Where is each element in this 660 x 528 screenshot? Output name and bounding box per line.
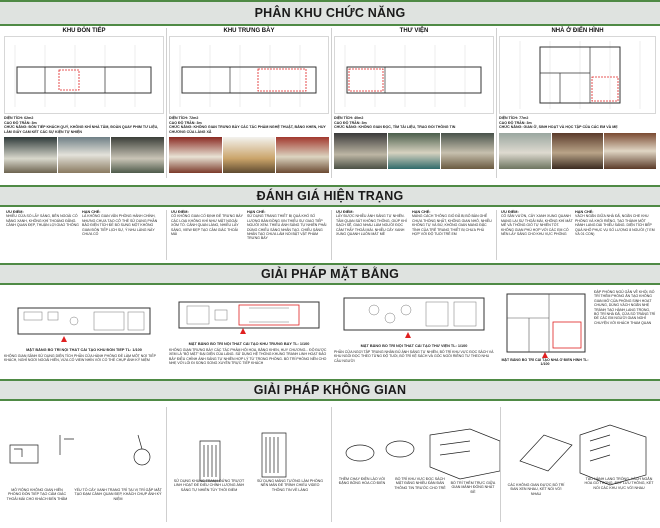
eval-text: VÁCH NGĂN GIỮA NHÀ ĐÃ, NGĂN CHE KHU PHÒNG VÀ KHỐI RIÊNG, TẠO THÀNH MỘT HÀNH LANG DÀI THIẾU SÁNG. DIỆN TÍCH BẾP QUÁ NHỎ PHỤC VỤ SỐ LƯỢNG 8 NGƯỜI (7 EM VÀ 01 CON) bbox=[575, 214, 655, 237]
solution-library bbox=[334, 288, 494, 363]
eval-con bbox=[247, 210, 327, 241]
zone-area: DIỆN TÍCH: 40m2 bbox=[334, 116, 364, 120]
zone-floorplan bbox=[499, 36, 656, 114]
zone-title: KHU ĐÓN TIẾP bbox=[62, 28, 106, 34]
label-pro: ƯU ĐIỂM: bbox=[6, 210, 24, 214]
eval-con bbox=[412, 210, 492, 236]
photo bbox=[169, 137, 222, 173]
zone-info bbox=[334, 116, 494, 130]
zone-ceiling: CAO ĐỘ TRẦN: 3m bbox=[4, 120, 37, 125]
zone-reception bbox=[4, 26, 164, 173]
sketch-note: SỬ DỤNG MÀNG TƯỜNG LÀM PHÒNG NÊN MÀN ĐỂ TRÌNH CHIẾU VIDEO THÔNG TIN VỀ LÀNG bbox=[256, 479, 324, 492]
solution-floorplan bbox=[4, 288, 164, 348]
zone-function: CHỨC NĂNG: ĐÓN TIẾP KHÁCH QUÝ, KHÔNG KHÍ NHÀ TÂM, ĐOÀN QUAY PHIM TƯ LIỆU, LÀM GIẤY CAM KẾT CÁC SỰ KIỆN TỰ NHIỆN bbox=[4, 125, 159, 134]
zone-area: DIỆN TÍCH: 62m2 bbox=[4, 116, 34, 120]
solution-floorplan bbox=[169, 288, 329, 342]
solution-floorplan bbox=[334, 288, 494, 344]
label-con: HẠN CHẾ: bbox=[575, 210, 594, 214]
photo bbox=[334, 133, 387, 169]
zone-exhibition bbox=[169, 26, 329, 173]
sketch-note: THÊM CHẠY ĐIỆN LÀO VỚI ĐẶNG BỒNG HOA CỔ ĐIỂN bbox=[338, 477, 386, 486]
section-header-current-assessment bbox=[0, 185, 660, 207]
eval-text: CÓ KHÔNG GIAN CỐ ĐỊNH ĐỂ TRƯNG BÀY CÁC LOẠI KHÔNG KHÍ NHƯ MẶT NGOÀI XÓM TỔ. CẢNH QUAN LÀNG, NHIỀU LẤY SÁNG, VIEW ĐẸP TẠO CẢM GIÁC THOẢI MÁI bbox=[171, 214, 243, 237]
zone-area: DIỆN TÍCH: 72m2 bbox=[169, 116, 199, 120]
functional-zones bbox=[0, 26, 660, 181]
photo bbox=[58, 137, 111, 173]
divider bbox=[500, 407, 501, 522]
current-assessment bbox=[0, 210, 660, 262]
floor-plan-solutions bbox=[0, 288, 660, 378]
eval-text: SỬ DỤNG TRANG THIẾT BỊ QUÁ KHỐ SỐ LƯỢNG BẢN ĐỒNG XIN THIẾU SỰ GIAO TIẾP NGƯỜI XEM. THIẾU ÁNH SÁNG TỰ NHIÊN PHẢI DÙNG CHIẾU SÁNG NHÂN TẠO. CHIẾU SÁNG NHÂN TẠO CHƯA LÀM NỔI BẬT VẬT PHẨM TRƯNG BÀY bbox=[247, 214, 327, 241]
zone-floorplan bbox=[169, 36, 329, 114]
solution-note: PHẦN CỬA NGỢI TẬP TRUNG NHÂN ĐỦ ÁNH SÁNG TỰ NHIÊN. BỐ TRÍ KHU VỰC ĐỌC SÁCH VÀ KHU NGỒI ĐỌC THEO TỪNG ĐỘ TUỔI, BỐ TRÍ KỆ SÁCH VÀ GÓC NGỒI RIÊNG TƯ THEO NHU CẦU NGƯỜI bbox=[334, 350, 494, 363]
divider bbox=[331, 210, 332, 260]
divider bbox=[496, 210, 497, 260]
solution-caption: MẶT BẰNG BỐ TRÍ NỘI THẤT CẢI TẠO THƯ VIỆN TL: 1/100 bbox=[360, 344, 468, 348]
zone-floorplan bbox=[4, 36, 164, 114]
zone-area: DIỆN TÍCH: 77m2 bbox=[499, 116, 529, 120]
eval-pro bbox=[336, 210, 410, 236]
photo bbox=[604, 133, 656, 169]
eval-pro bbox=[6, 210, 80, 228]
photo bbox=[111, 137, 164, 173]
eval-text: LẤY ĐƯỢC NHIỀU ÁNH SÁNG TỰ NHIÊN. TẦM QUAN SÁT KHÔNG THÔNG, GIÚP KHÍ SẠCH SẼ, GIAO NHAU LÀM NGƯỜI ĐỌC CẢM THẤY THOẢI MÁI. NHIỀU CÂY XANH XUNG QUANH LUÔN MÁT MẺ bbox=[336, 214, 407, 237]
solution-caption: MẶT BẰNG BỐ TRÍ NỘI THẤT CẢI TẠO KHU TRƯNG BÀY TL: 1/100 bbox=[188, 342, 310, 346]
zone-function: CHỨC NĂNG: KHÔNG GIAN TRƯNG BÀY CÁC TÁC PHẨM NGHỆ THUẬT, BẰNG KHEN, HUY CHƯƠNG CỦA LÀNG XÃ bbox=[169, 125, 326, 134]
photo bbox=[441, 133, 494, 169]
divider bbox=[166, 407, 167, 522]
section-header-floor-plan-solutions bbox=[0, 263, 660, 285]
sketch-note: BỔ TRÍ THÊM TRỰC GIỮA GIAN MẢNH ĐÓNG NHẤT ĐỀ bbox=[450, 481, 496, 494]
section-title: GIẢI PHÁP MẶT BẰNG bbox=[260, 267, 400, 281]
zone-library bbox=[334, 26, 494, 169]
solution-reception bbox=[4, 288, 164, 363]
solution-note: KHÔNG GIAN TRƯNG BÀY CÁC TÁC PHẨM HỘI HỌA, BẰNG KHEN, HUY CHƯƠNG... ĐỘ ĐƯỢC XEM LÀ "BỘ MẶT" ĐẠI DIỆN CỦA LÀNG. SỬ DỤNG HỆ THỐNG KHUNG TRANH LINH HOẠT ĐẢO BẢY ĐIỀU CHỈNH ÁNH SÁNG TỰ NHIÊN HỢP LÝ TỪ TRONG PHÒNG. BỔ TRÍ PHÒNG NÊN CHO NHẸ VỚI LỐI ĐI SONG SONG XUYÊN TRỰC TIẾP KHÁCH bbox=[169, 348, 327, 366]
label-pro: ƯU ĐIỂM: bbox=[336, 210, 354, 214]
eval-text: CÓ SÂN VƯỜN, CÂY XANH XUNG QUANH MANG LẠI SỰ THOẢI MÁI, KHÔNG KHÍ MÁT MẺ VÀ THÔNG GIÓ TỰ NHIÊN TỐT. KHÔNG GIAN PHÙ HỢP VỚI CÁC EM CÓ NÊN LẤY SÁNG CHO KHU VỰC PHÒNG bbox=[501, 214, 573, 237]
zone-title: KHU TRƯNG BÀY bbox=[223, 28, 275, 34]
zone-ceiling: CAO ĐỘ TRẦN: 3m bbox=[334, 120, 367, 125]
section-title: PHÂN KHU CHỨC NĂNG bbox=[254, 6, 406, 20]
divider bbox=[331, 28, 332, 178]
eval-text: NHIỀU CỬA SỔ LẤY SÁNG, BÊN NGOÀI CÓ NẮNG XANH, KHÔNG KHÍ THOÁNG ĐÃNG. CẢNH QUAN ĐẸP, THUẬN LỢI GIAO THÔNG bbox=[6, 214, 79, 228]
zone-ceiling: CAO ĐỘ TRẦN: 3m bbox=[169, 120, 202, 125]
divider bbox=[496, 28, 497, 178]
photo bbox=[552, 133, 604, 169]
eval-con bbox=[575, 210, 655, 236]
solution-caption: MẶT BẰNG BỐ TRÍ CẢI TẠO NHÀ Ở ĐIỂN HÌNH TL: 1/100 bbox=[501, 358, 589, 366]
solution-exhibition bbox=[169, 288, 329, 366]
section-title: GIẢI PHÁP KHÔNG GIAN bbox=[253, 383, 407, 397]
photo bbox=[276, 137, 329, 173]
zone-photos bbox=[334, 133, 494, 169]
label-con: HẠN CHẾ: bbox=[247, 210, 266, 214]
section-title: ĐÁNH GIÁ HIỆN TRẠNG bbox=[256, 189, 404, 203]
sketch-note: TẠO HÀNH LANG TRỐNG, VÁCH NGĂN HOA GỖ TRONG, ĐẸP LƯU THÔNG, KẾT NỐI CÁC KHU VỰC VỚI NHAU bbox=[584, 477, 654, 490]
zone-info bbox=[499, 116, 656, 130]
eval-pro bbox=[501, 210, 573, 236]
photo bbox=[4, 137, 57, 173]
zone-photos bbox=[4, 137, 164, 173]
zone-function: CHỨC NĂNG: KHÔNG GIAN ĐỌC, TÌM TÀI LIỆU, TRAO ĐỔI THÔNG TIN bbox=[334, 125, 456, 130]
solution-note: KHÔNG GIAN SẢNH SỬ DỤNG DIỆN TÍCH PHẦN CỬA HÀNH PHÒNG ĐỂ LÀM MỘT NƠI TIẾP KHÁCH, NGHỈ NGƠI NGOÀI HIÊN, VỪA CÓ VIEW NHÌN VỚI CỔ THỂ CHỤP ẢNH KỶ NIỆM bbox=[4, 354, 156, 363]
photo bbox=[499, 133, 551, 169]
label-con: HẠN CHẾ: bbox=[82, 210, 101, 214]
zone-title: THƯ VIỆN bbox=[399, 28, 429, 34]
sketch-note: CÁC KHÔNG GIAN ĐƯỢC BỐ TRÍ ĐAN XEN NHAU, KẾT NỐI VỚI NHAU bbox=[507, 483, 565, 496]
zone-info bbox=[169, 116, 329, 134]
label-con: HẠN CHẾ: bbox=[412, 210, 431, 214]
sketch-note: BỔ TRÍ KHU VỰC ĐỌC SÁCH MẶT ĐẰNG NHIỀU ĐÀN ĐÀN THÔNG TIN TRƯỚC CHO TRẺ bbox=[394, 477, 446, 490]
solution-note: ĐẬP PHÒNG NGỦ GẦN VỀ KHỐI, BỐ TRÍ THÊM PHÒNG ĂN TẠO KHÔNG GIAN MỞ CỦA PHÒNG SINH HOẠT CHUNG, DÙNG VÁCH NGĂN NHẸ TRÁNH TẠO HÀNH LANG TRONG, BỐ TRÍ NHÀ ĐÃ, CỬA SỔ TRÁNG TRÍ ĐỂ CÁC EM NGƯỜI GIAN NGHỈ CHUYỆN VỚI KHÁCH THAM QUAN bbox=[594, 290, 656, 325]
zone-photos bbox=[499, 133, 656, 169]
zone-housing bbox=[499, 26, 656, 169]
eval-pro bbox=[171, 210, 245, 236]
section-header-space-solutions bbox=[0, 379, 660, 401]
space-solutions bbox=[0, 403, 660, 528]
zone-ceiling: CAO ĐỘ TRẦN: 3m bbox=[499, 120, 532, 125]
eval-con bbox=[82, 210, 162, 236]
solution-caption: MẶT BẰNG BỐ TRÍ NỘI THẤT CẢI TẠO KHU ĐÓN TIẾP TL: 1/100 bbox=[26, 348, 142, 352]
sketch-note: YẾU TỐ CÂY XANH TRANG TRÍ TẠI VỊ TRÍ GẶP MẶT TẠO ĐẠM CẢNH QUAN ĐẸP, KHÁCH CHỤP ẢNH KỶ NIỆM bbox=[74, 488, 162, 501]
section-header-functional-zones bbox=[0, 0, 660, 26]
divider bbox=[166, 28, 167, 178]
zone-photos bbox=[169, 137, 329, 173]
zone-info bbox=[4, 116, 164, 134]
label-pro: ƯU ĐIỂM: bbox=[171, 210, 189, 214]
divider bbox=[166, 210, 167, 260]
photo bbox=[223, 137, 276, 173]
zone-title: NHÀ Ở ĐIỂN HÌNH bbox=[551, 28, 604, 34]
solution-floorplan bbox=[499, 288, 591, 358]
eval-text: LÀ KHÔNG GIAN VĂN PHÒNG HÀNH CHÍNH, NHƯNG CHƯA TẠO CỞ THỂ SỬ DỤNG PHẦN BẢO ĐIỆN TÍCH ĐỂ BỔ SUNG MỘT KHÔNG GIAN ĐÓN TIẾP LỊCH SỰ, Ý NHU LÀNG NÀY CHƯA CÓ bbox=[82, 214, 158, 237]
eval-text: MANG CÁCH THÔNG GIÓ ĐÃ BỊ BỎ BÀN GHẾ CHƯA THỐNG NHẤT, KHÔNG GIAN NHỎ, NHIỀU KHÔNG TỰ VÀ ĐỦ, KHÔNG GIAN MANG ĐẶC TÍNH CỦA TRẺ TRANG THIẾT BỊ CHƯA PHÙ HỢP VỚI ĐỘ TUỔI TRẺ EM bbox=[412, 214, 492, 237]
zone-floorplan bbox=[334, 36, 494, 114]
zone-function: CHỨC NĂNG: GIAN Ở, SINH HOẠT VÀ HỌC TẬP CỦA CÁC EM VÀ MẸ bbox=[499, 125, 618, 130]
divider bbox=[331, 407, 332, 522]
photo bbox=[388, 133, 441, 169]
sketch-note: SỬ DỤNG KHUNG TRANH ĐỨNG TRƯỢT LINH HOẠT ĐỂ ĐIỀU CHỈNH LƯỢNG ÁNH SÁNG TỰ NHIÊN TÙY THỜI ĐIỂM bbox=[173, 479, 245, 492]
solution-housing bbox=[499, 288, 591, 366]
label-pro: ƯU ĐIỂM: bbox=[501, 210, 519, 214]
sketch-note: MỞ RỘNG KHÔNG GIAN HIÊN PHÒNG ĐÓN TIẾP TẠO CẢM GIÁC THOẢI MÁI CHO KHÁCH ĐẾN THĂM bbox=[6, 488, 68, 501]
